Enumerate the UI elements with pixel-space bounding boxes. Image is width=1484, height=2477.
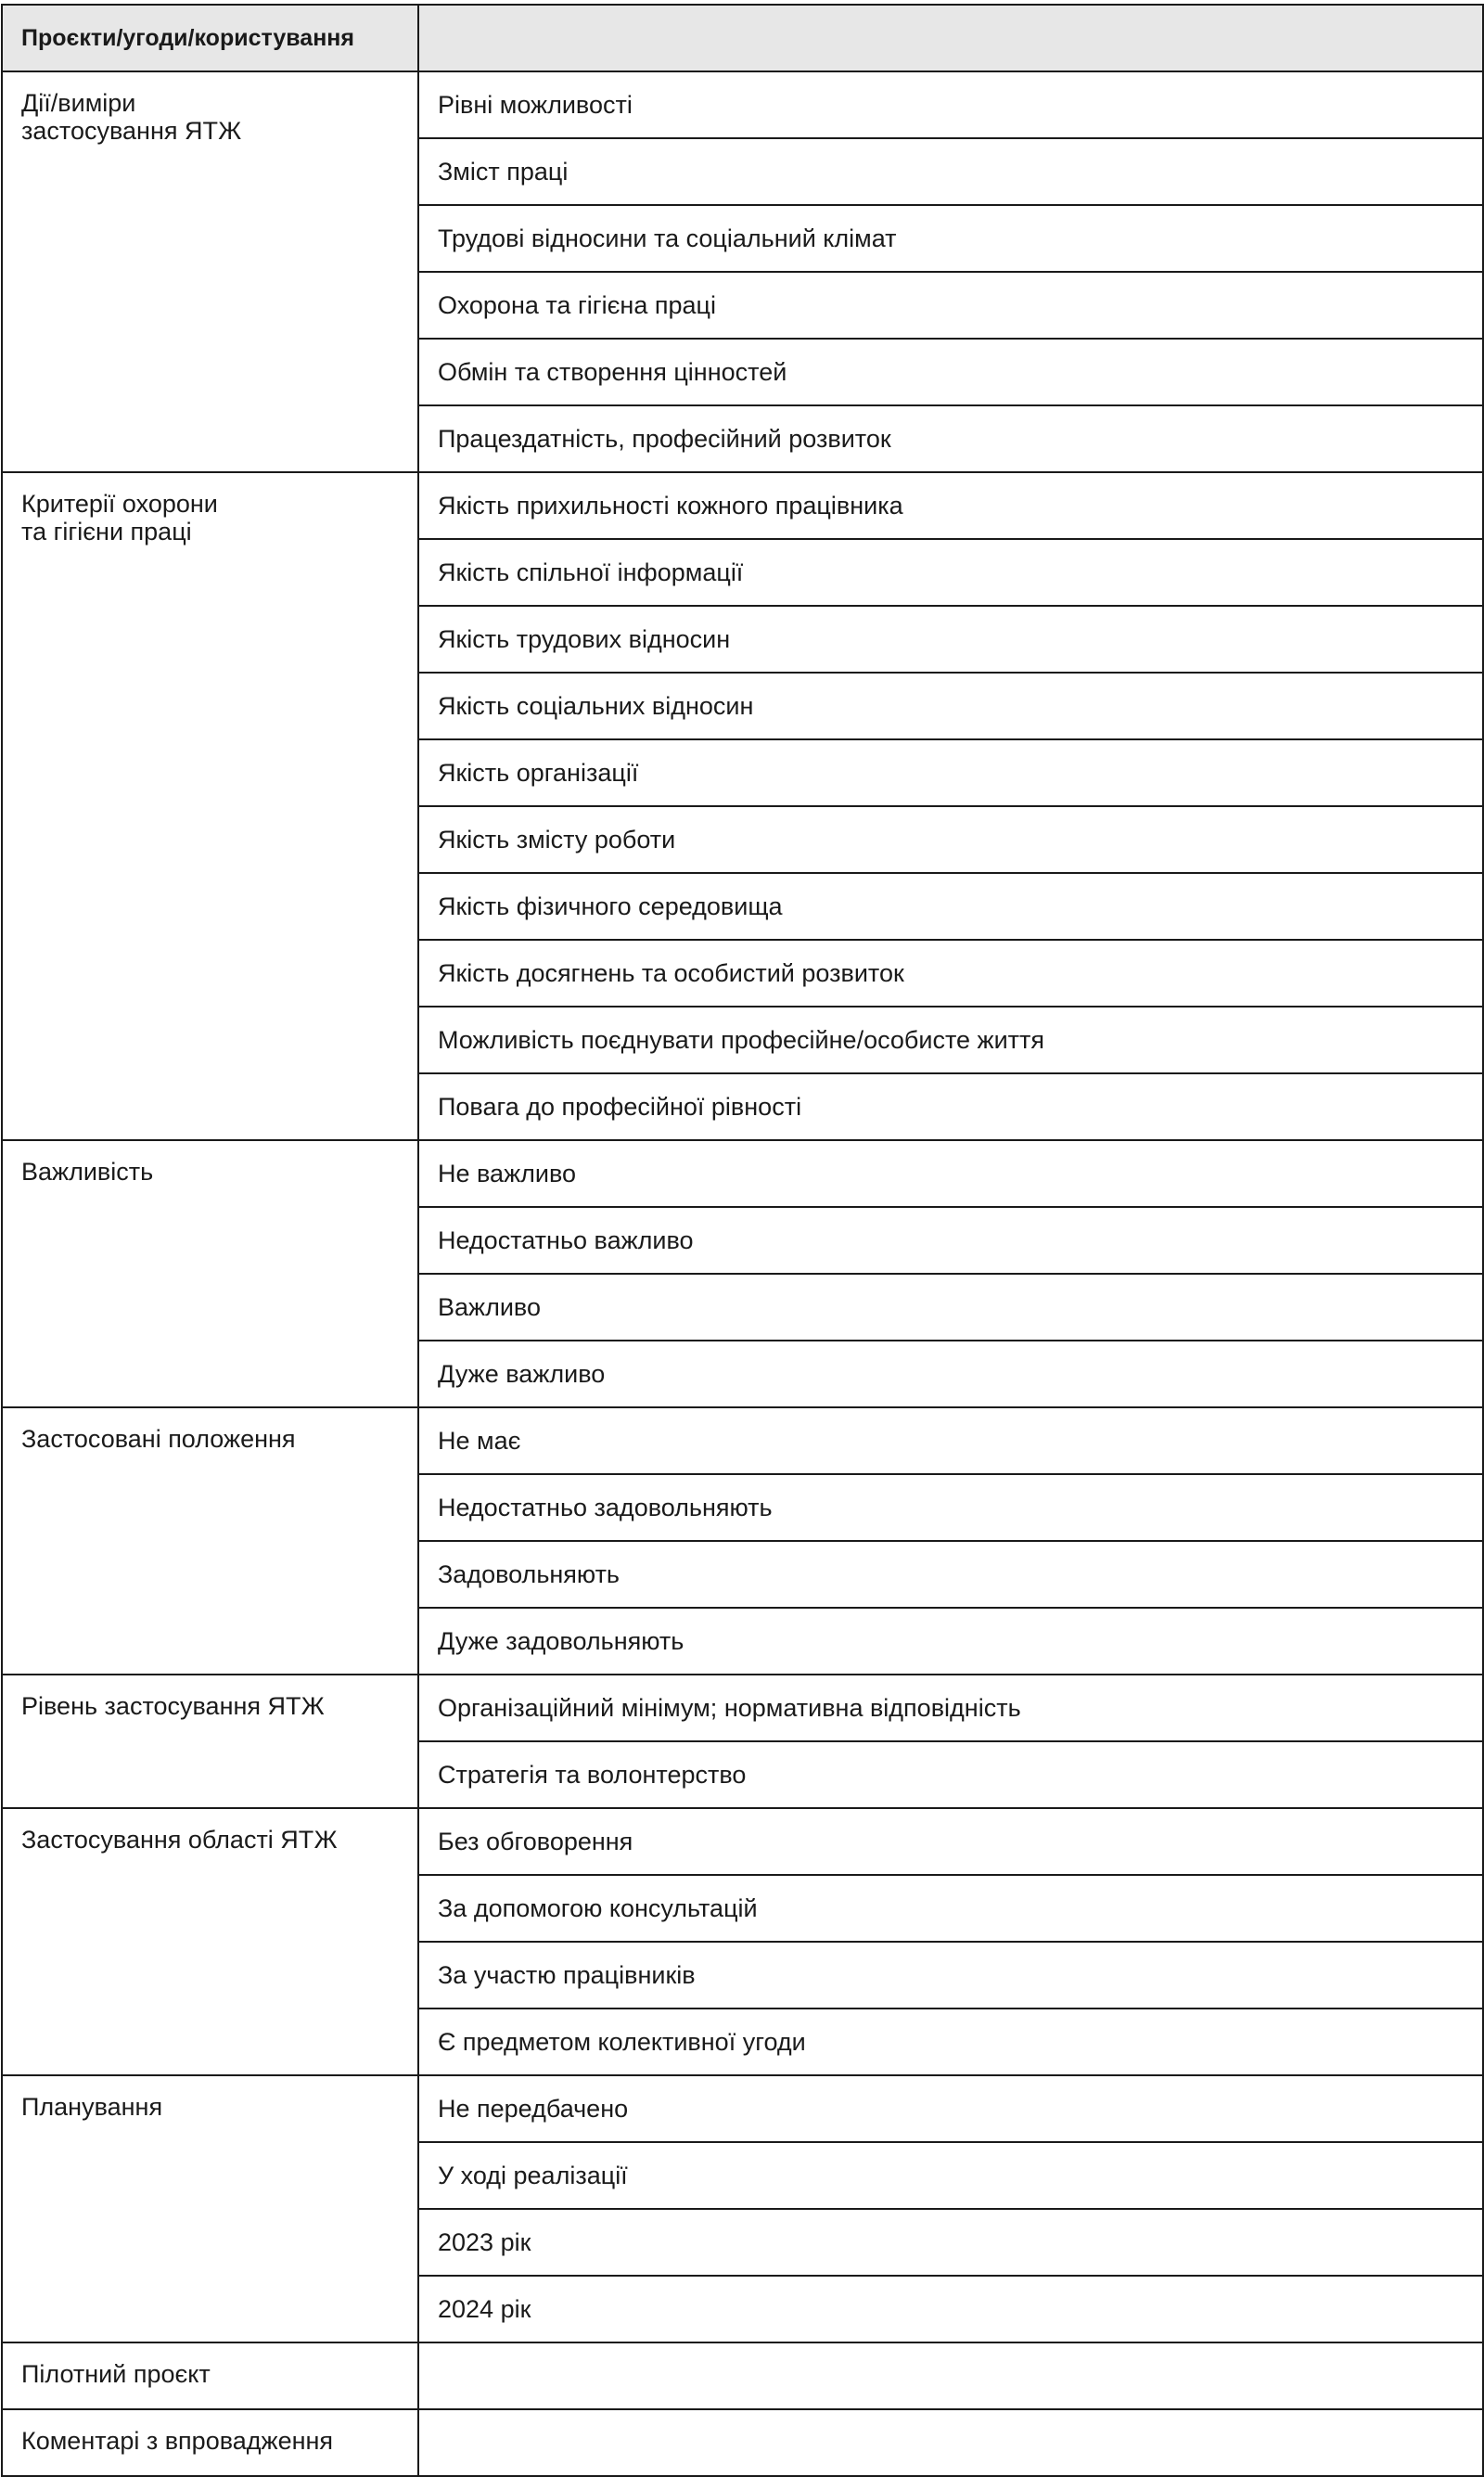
table-row <box>2 1140 1483 1207</box>
table-row <box>2 1407 1483 1474</box>
option-cell: Організаційний мінімум; нормативна відповідність <box>418 1675 1483 1741</box>
option-cell: Якість трудових відносин <box>418 606 1483 673</box>
option-cell: Важливо <box>418 1274 1483 1341</box>
group-label-line: Застосовані положення <box>21 1425 296 1453</box>
group-label-cell <box>2 1407 418 1675</box>
option-cell: За допомогою консультацій <box>418 1875 1483 1942</box>
group-label-line: застосування ЯТЖ <box>21 117 242 145</box>
option-cell: Якість фізичного середовища <box>418 873 1483 940</box>
option-cell: Якість досягнень та особистий розвиток <box>418 940 1483 1007</box>
option-cell: Стратегія та волонтерство <box>418 1741 1483 1808</box>
table-row <box>2 1808 1483 1875</box>
group-label-cell <box>2 2075 418 2342</box>
group-label-line: та гігієни праці <box>21 518 192 545</box>
option-cell: Дуже важливо <box>418 1341 1483 1407</box>
table-header-row <box>2 5 1483 71</box>
group-label-cell <box>2 1140 418 1407</box>
table-row <box>2 2075 1483 2142</box>
option-cell <box>418 2342 1483 2409</box>
option-cell: Не має <box>418 1407 1483 1474</box>
option-cell: Обмін та створення цінностей <box>418 339 1483 405</box>
option-cell: 2024 рік <box>418 2276 1483 2342</box>
option-cell: У ході реалізації <box>418 2142 1483 2209</box>
option-cell: Недостатньо важливо <box>418 1207 1483 1274</box>
group-label-line: Важливість <box>21 1158 154 1186</box>
option-cell: За участю працівників <box>418 1942 1483 2009</box>
option-cell: Не важливо <box>418 1140 1483 1207</box>
group-label-line: Коментарі з впровадження <box>21 2427 334 2455</box>
option-cell: Якість прихильності кожного працівника <box>418 472 1483 539</box>
option-cell: Охорона та гігієна праці <box>418 272 1483 339</box>
option-cell: Якість організації <box>418 739 1483 806</box>
option-cell: Повага до професійної рівності <box>418 1073 1483 1140</box>
option-cell: Зміст праці <box>418 138 1483 205</box>
group-label-cell <box>2 71 418 472</box>
option-cell: 2023 рік <box>418 2209 1483 2276</box>
option-cell: Якість змісту роботи <box>418 806 1483 873</box>
option-cell: Дуже задовольняють <box>418 1608 1483 1675</box>
table-row <box>2 472 1483 539</box>
header-blank <box>418 5 1483 71</box>
qvt-assessment-table <box>1 4 1484 2477</box>
option-cell: Без обговорення <box>418 1808 1483 1875</box>
group-label-cell <box>2 472 418 1140</box>
group-label-cell <box>2 1808 418 2075</box>
group-label-line: Дії/виміри <box>21 89 136 117</box>
group-label-line: Рівень застосування ЯТЖ <box>21 1692 325 1720</box>
table-row <box>2 2342 1483 2409</box>
option-cell: Якість спільної інформації <box>418 539 1483 606</box>
group-label-cell <box>2 1675 418 1808</box>
option-cell: Є предметом колективної угоди <box>418 2009 1483 2075</box>
option-cell: Недостатньо задовольняють <box>418 1474 1483 1541</box>
table-row <box>2 71 1483 138</box>
option-cell: Якість соціальних відносин <box>418 673 1483 739</box>
option-cell: Трудові відносини та соціальний клімат <box>418 205 1483 272</box>
option-cell <box>418 2409 1483 2476</box>
group-label-cell <box>2 2409 418 2476</box>
table-row <box>2 1675 1483 1741</box>
group-label-line: Застосування області ЯТЖ <box>21 1826 338 1854</box>
option-cell: Задовольняють <box>418 1541 1483 1608</box>
group-label-line: Критерії охорони <box>21 490 218 518</box>
option-cell: Рівні можливості <box>418 71 1483 138</box>
group-label-line: Планування <box>21 2093 163 2121</box>
option-cell: Не передбачено <box>418 2075 1483 2142</box>
option-cell: Працездатність, професійний розвиток <box>418 405 1483 472</box>
table-body <box>2 71 1483 2476</box>
group-label-cell <box>2 2342 418 2409</box>
table-row <box>2 2409 1483 2476</box>
option-cell: Можливість поєднувати професійне/особисте життя <box>418 1007 1483 1073</box>
group-label-line: Пілотний проєкт <box>21 2360 211 2388</box>
header-projects-agreements: Проєкти/угоди/користування <box>2 5 418 71</box>
